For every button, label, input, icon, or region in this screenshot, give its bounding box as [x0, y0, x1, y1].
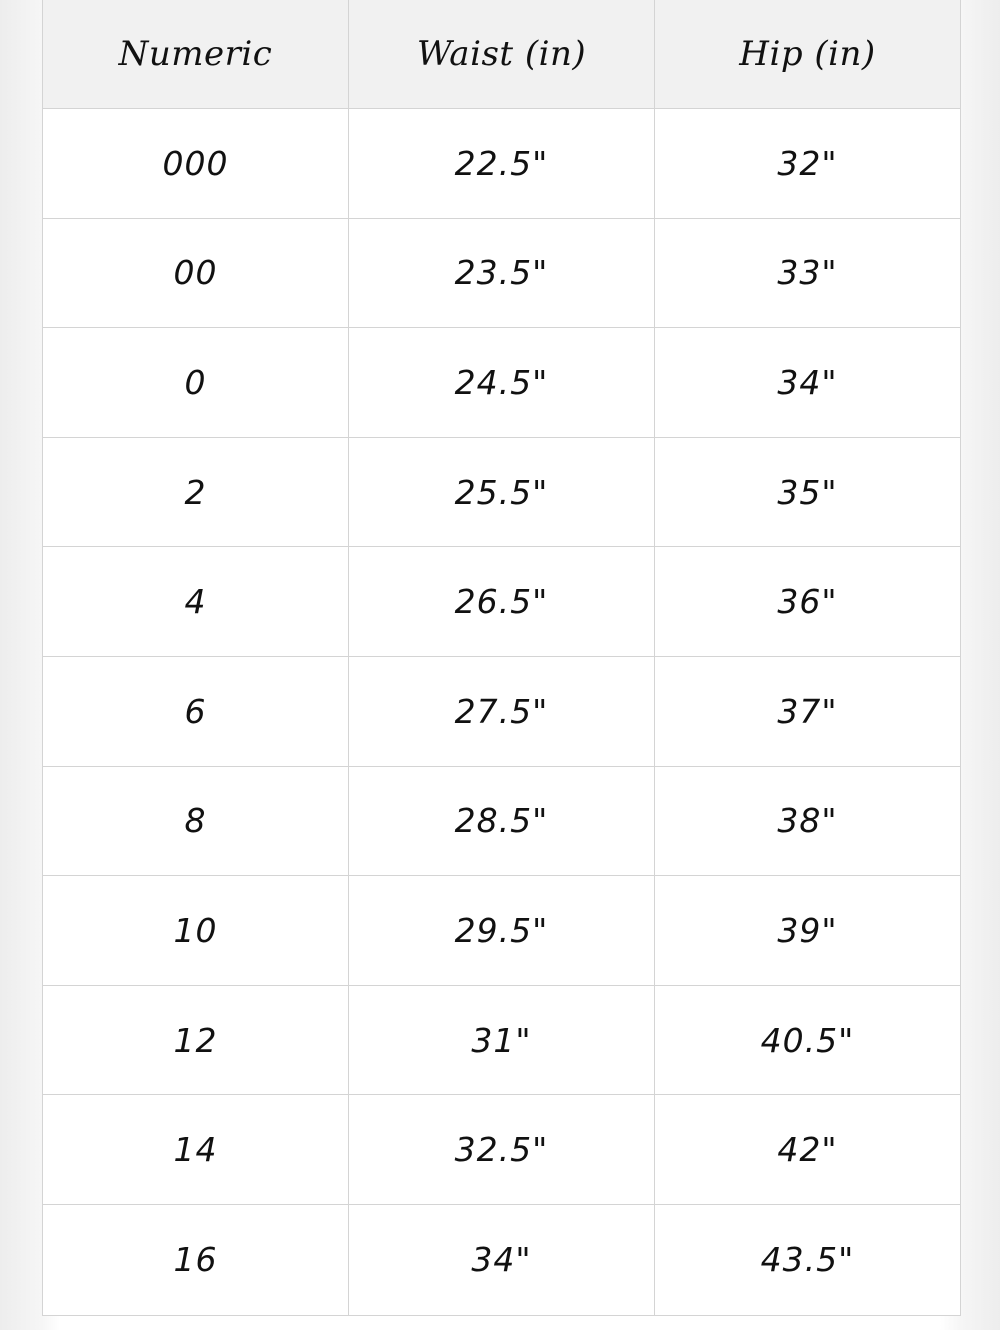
- cell-hip: 42": [655, 1095, 961, 1205]
- cell-waist: 34": [349, 1204, 655, 1315]
- table-row: [43, 328, 961, 438]
- cell-numeric: 8: [43, 766, 349, 876]
- cell-numeric: 4: [43, 547, 349, 657]
- cell-waist: 28.5": [349, 766, 655, 876]
- header-numeric: Numeric: [43, 0, 349, 109]
- cell-numeric: 000: [43, 109, 349, 219]
- table-row: [43, 437, 961, 547]
- table-row: [43, 547, 961, 657]
- cell-numeric: 16: [43, 1204, 349, 1315]
- cell-numeric: 10: [43, 876, 349, 986]
- cell-numeric: 2: [43, 437, 349, 547]
- table-row: [43, 766, 961, 876]
- cell-numeric: 0: [43, 328, 349, 438]
- table-row: [43, 109, 961, 219]
- cell-waist: 22.5": [349, 109, 655, 219]
- cell-hip: 36": [655, 547, 961, 657]
- table-row: [43, 218, 961, 328]
- cell-hip: 35": [655, 437, 961, 547]
- table-body: [43, 109, 961, 1316]
- cell-hip: 32": [655, 109, 961, 219]
- size-chart-table: [42, 0, 961, 1316]
- cell-hip: 33": [655, 218, 961, 328]
- cell-waist: 31": [349, 985, 655, 1095]
- cell-hip: 43.5": [655, 1204, 961, 1315]
- cell-numeric: 14: [43, 1095, 349, 1205]
- cell-waist: 27.5": [349, 656, 655, 766]
- cell-hip: 37": [655, 656, 961, 766]
- table-header: [43, 0, 961, 109]
- cell-waist: 23.5": [349, 218, 655, 328]
- cell-waist: 29.5": [349, 876, 655, 986]
- table-row: [43, 656, 961, 766]
- cell-hip: 40.5": [655, 985, 961, 1095]
- cell-waist: 24.5": [349, 328, 655, 438]
- header-waist: Waist (in): [349, 0, 655, 109]
- table-row: [43, 1095, 961, 1205]
- table-row: [43, 876, 961, 986]
- table-row: [43, 1204, 961, 1315]
- header-row: [43, 0, 961, 109]
- cell-hip: 34": [655, 328, 961, 438]
- cell-waist: 26.5": [349, 547, 655, 657]
- cell-numeric: 12: [43, 985, 349, 1095]
- cell-waist: 25.5": [349, 437, 655, 547]
- cell-hip: 38": [655, 766, 961, 876]
- header-hip: Hip (in): [655, 0, 961, 109]
- table-row: [43, 985, 961, 1095]
- cell-waist: 32.5": [349, 1095, 655, 1205]
- cell-hip: 39": [655, 876, 961, 986]
- cell-numeric: 00: [43, 218, 349, 328]
- cell-numeric: 6: [43, 656, 349, 766]
